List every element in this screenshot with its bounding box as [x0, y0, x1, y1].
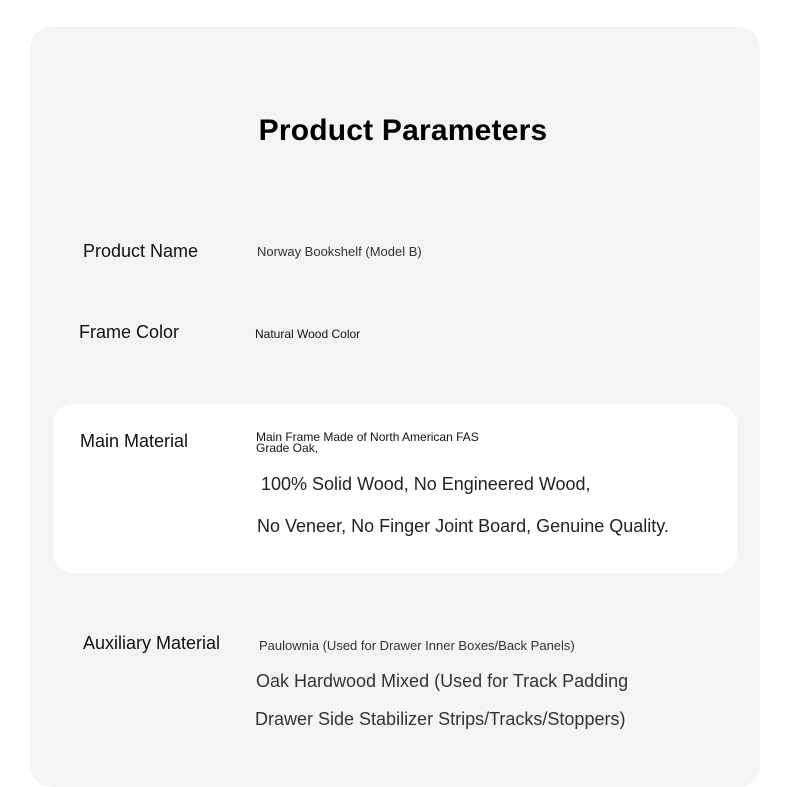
main-material-line-2: 100% Solid Wood, No Engineered Wood,	[261, 474, 591, 494]
auxiliary-material-line-2: Oak Hardwood Mixed (Used for Track Padding	[256, 671, 629, 691]
page-title: Product Parameters	[258, 114, 548, 147]
product-name-label: Product Name	[83, 241, 199, 261]
main-material-line-1: Main Frame Made of North American FAS Grade Oak,	[256, 430, 479, 455]
frame-color-label: Frame Color	[79, 322, 180, 342]
main-material-line-3: No Veneer, No Finger Joint Board, Genuine Quality.	[257, 516, 669, 536]
auxiliary-material-line-3: Drawer Side Stabilizer Strips/Tracks/Stoppers)	[255, 709, 626, 729]
product-name-value: Norway Bookshelf (Model B)	[257, 244, 422, 259]
auxiliary-material-line-1: Paulownia (Used for Drawer Inner Boxes/Back Panels)	[259, 638, 575, 653]
main-material-label: Main Material	[80, 431, 189, 451]
auxiliary-material-label: Auxiliary Material	[83, 633, 221, 653]
frame-color-value: Natural Wood Color	[255, 327, 361, 341]
